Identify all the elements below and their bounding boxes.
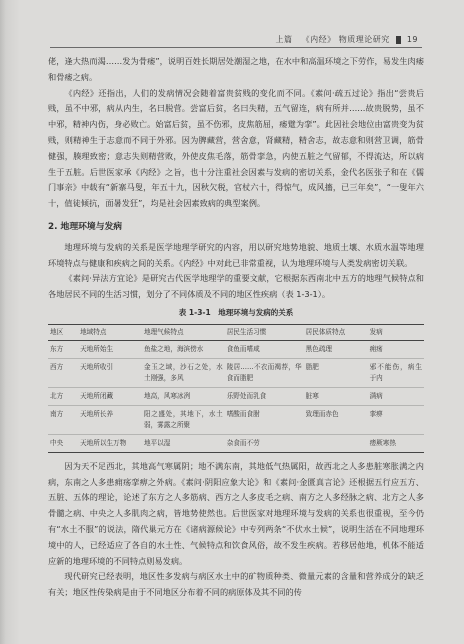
table-header-cell: 居民体质特点 bbox=[304, 324, 368, 340]
table-cell: 中央 bbox=[48, 434, 78, 452]
table-row bbox=[48, 387, 424, 405]
paragraph-2: 《内经》还指出，人们的发病情况会随着富贵贫贱的变化而不同。《素问·疏五过论》指出“尝贵后贱，虽不中邪，病从内生，名曰脱营。尝富后贫，名曰失精，五气留连，病有所并……故贵脱势，虽不中邪，精神内伤，身必败亡。始富后贫，虽不伤邪，皮焦筋屈，痿躄为挛”。此因社会地位由富贵变为贫贱，则精神生于志意而不同于外邪。因为脾藏营，营舍意，肾藏精，精舍志，故志意和则营卫调，筋骨健强，腠理致密；意志失则精营败，外使皮焦毛落，筋骨挛急，内使五脏之气留郁，不得流达，所以病生于五脏。后世医家承《内经》之旨，也十分注重社会因素与发病的密切关系，金代名医张子和在《儒门事亲》中载有“新寨马叟，年五十九，因秋欠税，官杖六十，得惊气，成风搐，已三年矣”，“一叟年六十，值徒倾抗，面暑发狂”，均是社会因素致病的典型案例。 bbox=[48, 87, 424, 209]
paragraph-3: 地理环境与发病的关系是医学地理学研究的内容，用以研究地势地貌、地质土壤、水质水温等地理环境特点与健康和疾病之间的关系。《内经》中对此已非常重视，认为地理环境与人类发病密切关联。 bbox=[48, 241, 424, 268]
table-cell: 脏寒 bbox=[304, 387, 368, 405]
header-bar bbox=[396, 36, 401, 44]
table-cell: 地高，风寒冰冽 bbox=[142, 387, 225, 405]
table-cell: 黑色疏理 bbox=[304, 340, 368, 358]
table-cell: 天地所始生 bbox=[78, 340, 142, 358]
table-cell: 西方 bbox=[48, 358, 78, 387]
table-cell: 痈疡 bbox=[368, 340, 424, 358]
table-cell: 鱼盐之地，海滨傍水 bbox=[142, 340, 225, 358]
table-cell: 东方 bbox=[48, 340, 78, 358]
table-cell: 天地所收引 bbox=[78, 358, 142, 387]
paragraph-5: 因为天不足西北，其地高气寒属阴；地不满东南，其地低气热属阳，故西北之人多患脏寒胀满之内病，东南之人多患痈疡挛痹之外病。《素问·阴阳应象大论》和《素问·金匮真言论》还根据五行应五方、五脏、五体的理论，论述了东方之人多筋病、西方之人多皮毛之病、南方之人多经脉之病、北方之人多骨髓之病、中央之人多肌肉之病，皆地势使然也。后世医家对地理环境与发病的关系也很重视，至今仍有“水土不服”的说法，隋代巢元方在《诸病源候论》中专列两条“不伏水土候”，说明生活在不同地理环境中的人，已经适应了各自的水土性、气候特点和饮食风俗，故不发生疾病。若移居他地，机体不能适应新的地理环境的不同特点则易发病。 bbox=[48, 460, 424, 566]
table-row bbox=[48, 358, 424, 387]
paragraph-1: 佬，逢大热而渴……发为骨痿”，说明百姓长期居处潮湿之地，在水中和高温环境之下劳作，易发生肉痿和骨痿之病。 bbox=[48, 56, 424, 82]
table-row bbox=[48, 340, 424, 358]
table-cell: 食鱼而嗜咸 bbox=[225, 340, 304, 358]
table-cell: 南方 bbox=[48, 405, 78, 434]
page-body bbox=[48, 54, 424, 601]
table-cell: 邪不能伤，病生于内 bbox=[368, 358, 424, 387]
table-cell: 乐野处而乳食 bbox=[225, 387, 304, 405]
table-caption: 表 1-3-1 地理环境与发病的关系 bbox=[178, 307, 294, 317]
table-cell: 地平以湿 bbox=[142, 434, 225, 452]
table-header-cell: 地理气候特点 bbox=[142, 324, 225, 340]
header-book: 《内经》 bbox=[301, 35, 336, 44]
table-cell: 嗜酸而食胕 bbox=[225, 405, 304, 434]
table-header-cell: 地区 bbox=[48, 324, 78, 340]
table-header-cell: 地域特点 bbox=[78, 324, 142, 340]
header-part: 上篇 bbox=[275, 35, 293, 44]
table-header-cell: 发病 bbox=[368, 324, 424, 340]
table-header-cell: 居民生活习惯 bbox=[225, 324, 304, 340]
table-row bbox=[48, 405, 424, 434]
paragraph-6: 现代研究已经表明，地区性多发病与病区水土中的矿物质种类、微量元素的含量和营养成分的缺乏有关；地区性传染病是由于不同地区分布着不同的病原体及其不同的传 bbox=[48, 571, 424, 598]
paragraph-4: 《素问·异法方宜论》是研究古代医学地理学的重要文献，它根据东西南北中五方的地理气候特点和各地居民不同的生活习惯，划分了不同体质及不同的地区性疾病（表 1-3-1）。 bbox=[48, 273, 424, 300]
table-cell: 北方 bbox=[48, 387, 78, 405]
table-cell: 陵居……不衣而褐荐，华食而脂肥 bbox=[225, 358, 304, 387]
table-cell: 天地所长养 bbox=[78, 405, 142, 434]
table-cell: 满病 bbox=[368, 387, 424, 405]
table-cell: 天地所闭藏 bbox=[78, 387, 142, 405]
table-row bbox=[48, 434, 424, 452]
table-cell: 痿厥寒热 bbox=[368, 434, 424, 452]
table-cell: 天地所以生万物 bbox=[78, 434, 142, 452]
page-number: 19 bbox=[406, 35, 418, 44]
table-cell: 杂食而不劳 bbox=[225, 434, 304, 452]
geography-table bbox=[48, 324, 424, 453]
table-cell bbox=[304, 434, 368, 452]
table-cell: 阳之盛处，其地下，水土弱，雾露之所聚 bbox=[142, 405, 225, 434]
table-cell: 致理而赤色 bbox=[304, 405, 368, 434]
running-header bbox=[276, 34, 418, 45]
table-cell: 挛痹 bbox=[368, 405, 424, 434]
table-cell: 脂肥 bbox=[304, 358, 368, 387]
table-cell: 金玉之域，沙石之处，水土刚强，多风 bbox=[142, 358, 225, 387]
section-title: 2. 地理环境与发病 bbox=[48, 221, 123, 232]
header-chapter: 物质理论研究 bbox=[338, 35, 390, 44]
header-rule bbox=[50, 47, 422, 48]
